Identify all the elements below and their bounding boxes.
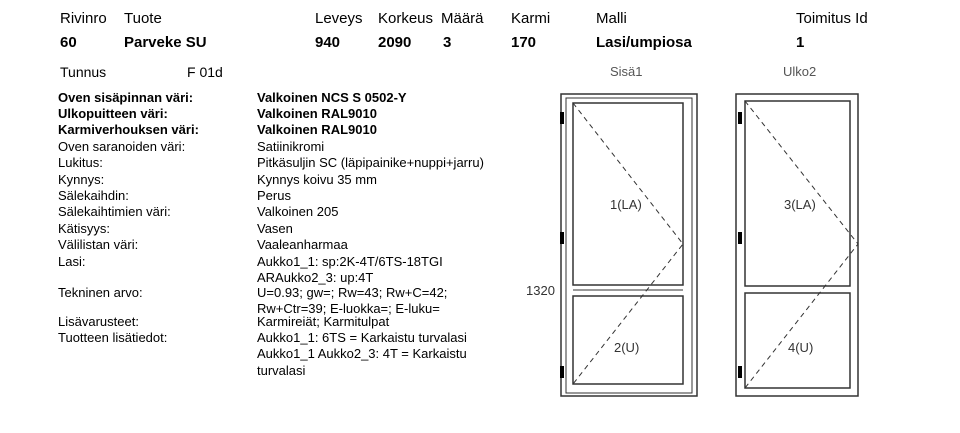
header-malli: Malli (596, 10, 627, 27)
header-korkeus: Korkeus (378, 10, 434, 27)
prop-value-hinge-color: Satiinikromi (257, 139, 325, 154)
prop-label-hinge-color: Oven saranoiden väri: (58, 139, 186, 154)
header-toimitus-id: Toimitus Id (796, 10, 868, 27)
inside-view-title: Sisä1 (610, 64, 643, 79)
prop-value-blind-color: Valkoinen 205 (257, 204, 339, 219)
prop-label-threshold: Kynnys: (58, 172, 105, 187)
prop-value-technical: U=0.93; gw=; Rw=43; Rw+C=42; Rw+Ctr=39; E-luokka=; E-luku= (257, 285, 448, 317)
prop-value-outer-sash-color: Valkoinen RAL9010 (257, 106, 377, 121)
value-toimitus-id: 1 (796, 34, 805, 51)
prop-value-handedness: Vasen (257, 221, 293, 236)
inside-hinge-bottom (560, 366, 564, 378)
prop-value-spacer-color: Vaaleanharmaa (257, 237, 348, 252)
prop-value-frame-cover-color: Valkoinen RAL9010 (257, 122, 377, 137)
outside-hinge-bottom (738, 366, 742, 378)
prop-value-glass: Aukko1_1: sp:2K-4T/6TS-18TGI ARAukko2_3: up:4T (257, 254, 443, 286)
prop-label-inner-color: Oven sisäpinnan väri: (58, 90, 194, 105)
prop-label-blind: Sälekaihdin: (58, 188, 129, 203)
prop-value-inner-color: Valkoinen NCS S 0502-Y (257, 90, 407, 105)
header-karmi: Karmi (511, 10, 551, 27)
prop-label-frame-cover-color: Karmiverhouksen väri: (58, 122, 199, 137)
tunnus-value: F 01d (187, 64, 223, 80)
header-maara: Määrä (441, 10, 484, 27)
inside-upper-panel-label: 1(LA) (610, 197, 642, 212)
outside-hinge-top (738, 112, 742, 124)
prop-label-handedness: Kätisyys: (58, 221, 111, 236)
value-korkeus: 2090 (378, 34, 412, 51)
value-tuote: Parveke SU (124, 34, 207, 51)
header-tuote: Tuote (124, 10, 162, 27)
prop-label-additional-info: Tuotteen lisätiedot: (58, 330, 168, 345)
prop-value-blind: Perus (257, 188, 291, 203)
prop-label-technical: Tekninen arvo: (58, 285, 143, 300)
value-malli: Lasi/umpiosa (596, 34, 692, 51)
prop-label-glass: Lasi: (58, 254, 86, 269)
prop-label-outer-sash-color: Ulkopuitteen väri: (58, 106, 168, 121)
outside-upper-panel (745, 101, 850, 286)
header-rivinro: Rivinro (60, 10, 107, 27)
prop-value-accessories: Karmireiät; Karmitulpat (257, 314, 390, 329)
outside-hinge-middle (738, 232, 742, 244)
height-dimension-label: 1320 (526, 283, 555, 298)
inside-upper-panel (573, 103, 683, 285)
value-rivinro: 60 (60, 34, 77, 51)
outside-upper-panel-label: 3(LA) (784, 197, 816, 212)
outside-view-title: Ulko2 (783, 64, 817, 79)
inside-lower-panel-label: 2(U) (614, 340, 640, 355)
prop-label-spacer-color: Välilistan väri: (58, 237, 139, 252)
inside-hinge-top (560, 112, 564, 124)
prop-value-locking: Pitkäsuljin SC (läpipainike+nuppi+jarru) (257, 155, 484, 170)
tunnus-label: Tunnus (60, 64, 107, 80)
prop-label-locking: Lukitus: (58, 155, 103, 170)
value-leveys: 940 (315, 34, 341, 51)
prop-label-blind-color: Sälekaihtimien väri: (58, 204, 171, 219)
outside-lower-panel-label: 4(U) (788, 340, 814, 355)
prop-value-threshold: Kynnys koivu 35 mm (257, 172, 377, 187)
value-maara: 3 (443, 34, 452, 51)
value-karmi: 170 (511, 34, 537, 51)
prop-value-additional-info: Aukko1_1: 6TS = Karkaistu turvalasi Aukko1_1 Aukko2_3: 4T = Karkaistu turvalasi (257, 330, 467, 378)
header-leveys: Leveys (315, 10, 363, 27)
prop-label-accessories: Lisävarusteet: (58, 314, 139, 329)
inside-hinge-middle (560, 232, 564, 244)
